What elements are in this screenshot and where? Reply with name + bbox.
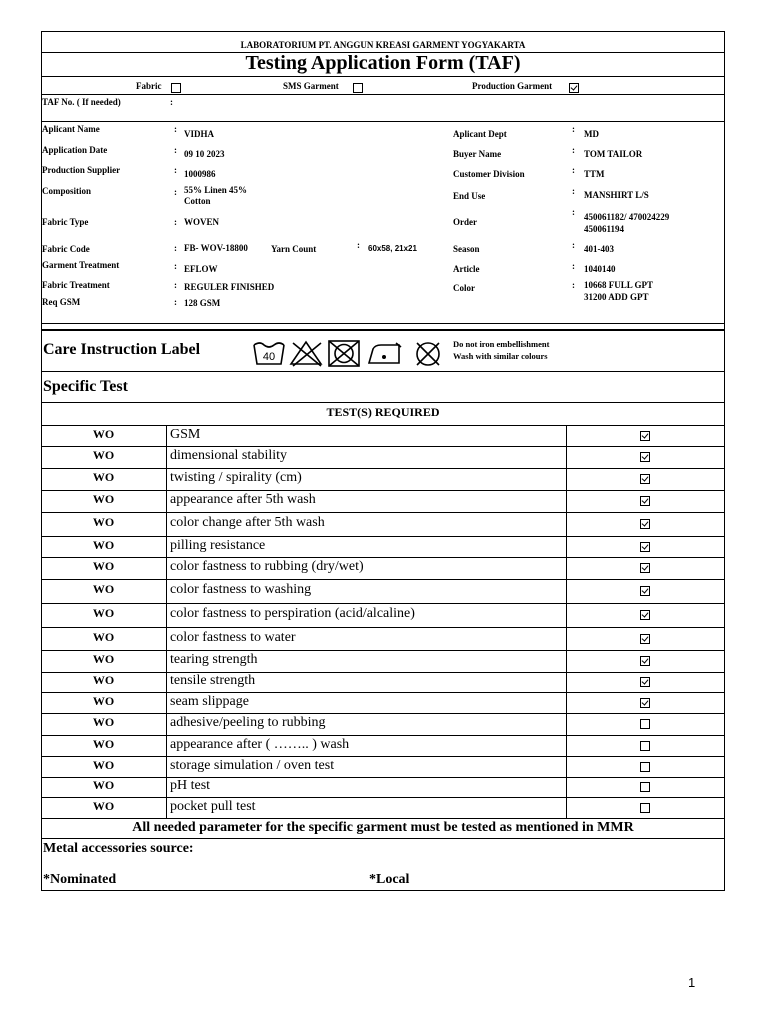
table-row xyxy=(41,446,725,468)
table-row xyxy=(41,797,725,818)
table-row xyxy=(41,603,725,627)
test-checkbox[interactable] xyxy=(640,782,650,792)
colon: : xyxy=(572,240,575,250)
applicant-dept-value: MD xyxy=(584,129,599,139)
test-code: WO xyxy=(92,606,115,620)
test-code: WO xyxy=(92,630,115,644)
care-label-title: Care Instruction Label xyxy=(43,341,201,358)
test-code: WO xyxy=(92,559,115,573)
test-code: WO xyxy=(92,673,115,687)
test-code: WO xyxy=(92,582,115,596)
wash-temp-label: 40 xyxy=(262,351,276,363)
article-value: 1040140 xyxy=(584,264,616,274)
buyer-name-label: Buyer Name xyxy=(453,149,502,159)
no-dry-clean-icon xyxy=(417,343,439,365)
yarn-count-value: 60x58, 21x21 xyxy=(368,244,417,253)
order-label: Order xyxy=(453,217,477,227)
test-name: tearing strength xyxy=(170,652,258,667)
test-name: color fastness to water xyxy=(170,630,296,645)
test-name: seam slippage xyxy=(170,694,249,709)
fabric-treatment-label: Fabric Treatment xyxy=(42,280,110,290)
care-note-2: Wash with similar colours xyxy=(453,351,548,361)
applicant-name-label: Aplicant Name xyxy=(42,124,100,134)
application-date-value: 09 10 2023 xyxy=(184,149,225,159)
table-row xyxy=(41,579,725,603)
fabric-code-label: Fabric Code xyxy=(42,244,90,254)
table-row xyxy=(41,512,725,536)
production-supplier-value: 1000986 xyxy=(184,169,216,179)
buyer-name-value: TOM TAILOR xyxy=(584,149,643,159)
test-name: twisting / spirality (cm) xyxy=(170,470,302,485)
table-row xyxy=(41,650,725,672)
test-checkbox[interactable] xyxy=(640,762,650,772)
colon: : xyxy=(357,240,360,250)
req-gsm-value: 128 GSM xyxy=(184,298,221,308)
care-symbols xyxy=(251,337,447,369)
test-name: color fastness to washing xyxy=(170,582,312,597)
specific-test-title: Specific Test xyxy=(43,378,128,395)
type-sms-checkbox[interactable] xyxy=(353,83,363,93)
colon: : xyxy=(572,124,575,134)
test-checkbox-checked[interactable] xyxy=(640,496,650,506)
composition-label: Composition xyxy=(42,186,92,196)
table-row xyxy=(41,692,725,713)
test-checkbox-checked[interactable] xyxy=(640,677,650,687)
test-code: WO xyxy=(92,492,115,506)
table-row xyxy=(41,425,725,446)
local-option[interactable]: *Local xyxy=(369,872,410,887)
test-code: WO xyxy=(92,778,115,792)
fabric-type-label: Fabric Type xyxy=(42,217,89,227)
test-name: storage simulation / oven test xyxy=(170,758,335,773)
wash-40-icon xyxy=(254,343,284,364)
season-label: Season xyxy=(453,244,480,254)
test-name: color fastness to perspiration (acid/alcaline) xyxy=(170,606,415,621)
lab-name: LABORATORIUM PT. ANGGUN KREASI GARMENT YOGYAKARTA xyxy=(240,40,526,50)
no-tumble-dry-icon xyxy=(329,341,359,366)
table-row xyxy=(41,672,725,692)
tests-required-header: TEST(S) REQUIRED xyxy=(326,405,440,419)
test-name: adhesive/peeling to rubbing xyxy=(170,715,326,730)
garment-treatment-label: Garment Treatment xyxy=(42,260,120,270)
test-code: WO xyxy=(92,448,115,462)
test-checkbox-checked[interactable] xyxy=(640,698,650,708)
test-code: WO xyxy=(92,538,115,552)
colon: : xyxy=(174,243,177,253)
test-checkbox-checked[interactable] xyxy=(640,563,650,573)
table-row xyxy=(41,490,725,512)
test-checkbox-checked[interactable] xyxy=(640,610,650,620)
taf-no-colon: : xyxy=(170,97,173,107)
test-code: WO xyxy=(92,652,115,666)
colon: : xyxy=(174,217,177,227)
no-bleach-icon xyxy=(291,342,321,366)
end-use-value: MANSHIRT L/S xyxy=(584,190,649,200)
test-checkbox-checked[interactable] xyxy=(640,431,650,441)
colon: : xyxy=(572,280,575,290)
fabric-code-value: FB- WOV-18800 xyxy=(184,243,248,253)
type-sms-label: SMS Garment xyxy=(283,81,339,91)
application-date-label: Application Date xyxy=(42,145,108,155)
colon: : xyxy=(572,186,575,196)
test-name: color fastness to rubbing (dry/wet) xyxy=(170,559,364,574)
test-name: pocket pull test xyxy=(170,799,256,814)
yarn-count-label: Yarn Count xyxy=(271,244,317,254)
table-row xyxy=(41,557,725,579)
nominated-option[interactable]: *Nominated xyxy=(43,872,117,887)
test-code: WO xyxy=(92,515,115,529)
colon: : xyxy=(174,165,177,175)
color-value-1: 10668 FULL GPT xyxy=(584,280,654,290)
page-number: 1 xyxy=(688,975,696,990)
garment-treatment-value: EFLOW xyxy=(184,264,218,274)
metal-accessories-source: Metal accessories source: xyxy=(43,841,194,856)
fabric-treatment-value: REGULER FINISHED xyxy=(184,282,275,292)
table-row xyxy=(41,713,725,735)
colon: : xyxy=(174,261,177,271)
production-supplier-label: Production Supplier xyxy=(42,165,121,175)
colon: : xyxy=(572,207,575,217)
applicant-name-value: VIDHA xyxy=(184,129,215,139)
test-checkbox-checked[interactable] xyxy=(640,586,650,596)
test-checkbox-checked[interactable] xyxy=(640,656,650,666)
test-name: appearance after ( …….. ) wash xyxy=(170,737,350,752)
applicant-dept-label: Aplicant Dept xyxy=(453,129,507,139)
test-checkbox-checked[interactable] xyxy=(640,542,650,552)
colon: : xyxy=(572,165,575,175)
type-production-label: Production Garment xyxy=(472,81,553,91)
test-code: WO xyxy=(92,758,115,772)
req-gsm-label: Req GSM xyxy=(42,297,81,307)
test-name: GSM xyxy=(170,427,201,442)
test-code: WO xyxy=(92,737,115,751)
colon: : xyxy=(174,280,177,290)
test-checkbox[interactable] xyxy=(640,803,650,813)
type-fabric-label: Fabric xyxy=(136,81,162,91)
test-checkbox-checked[interactable] xyxy=(640,519,650,529)
test-name: color change after 5th wash xyxy=(170,515,325,530)
care-note-1: Do not iron embellishment xyxy=(453,339,550,349)
test-code: WO xyxy=(92,427,115,441)
test-name: pH test xyxy=(170,778,211,793)
colon: : xyxy=(174,187,177,197)
test-name: tensile strength xyxy=(170,673,256,688)
composition-value-2: Cotton xyxy=(184,196,211,206)
taf-no-label: TAF No. ( If needed) xyxy=(42,97,121,107)
test-checkbox[interactable] xyxy=(640,741,650,751)
iron-low-icon xyxy=(369,343,401,363)
form-title: Testing Application Form (TAF) xyxy=(245,52,521,74)
order-value-2: 450061194 xyxy=(584,224,625,234)
colon: : xyxy=(174,145,177,155)
table-row xyxy=(41,756,725,777)
table-row xyxy=(41,536,725,557)
customer-division-label: Customer Division xyxy=(453,169,525,179)
end-use-label: End Use xyxy=(453,191,486,201)
test-checkbox-checked[interactable] xyxy=(640,452,650,462)
test-code: WO xyxy=(92,694,115,708)
color-label: Color xyxy=(453,283,475,293)
test-checkbox[interactable] xyxy=(640,719,650,729)
colon: : xyxy=(174,297,177,307)
colon: : xyxy=(572,145,575,155)
test-checkbox-checked[interactable] xyxy=(640,634,650,644)
table-row xyxy=(41,777,725,797)
test-code: WO xyxy=(92,470,115,484)
mmr-note: All needed parameter for the specific garment must be tested as mentioned in MMR xyxy=(132,820,634,835)
season-value: 401-403 xyxy=(584,244,614,254)
table-row xyxy=(41,735,725,756)
article-label: Article xyxy=(453,264,480,274)
color-value-2: 31200 ADD GPT xyxy=(584,292,649,302)
test-name: dimensional stability xyxy=(170,448,288,463)
composition-value-1: 55% Linen 45% xyxy=(184,185,248,195)
customer-division-value: TTM xyxy=(584,169,605,179)
fabric-type-value: WOVEN xyxy=(184,217,220,227)
table-row xyxy=(41,627,725,650)
order-value-1: 450061182/ 470024229 xyxy=(584,212,670,222)
type-production-checkbox[interactable] xyxy=(569,83,579,93)
type-fabric-checkbox[interactable] xyxy=(171,83,181,93)
test-code: WO xyxy=(92,799,115,813)
test-checkbox-checked[interactable] xyxy=(640,474,650,484)
table-row xyxy=(41,468,725,490)
test-code: WO xyxy=(92,715,115,729)
colon: : xyxy=(174,124,177,134)
test-name: pilling resistance xyxy=(170,538,266,553)
test-name: appearance after 5th wash xyxy=(170,492,316,507)
colon: : xyxy=(572,261,575,271)
